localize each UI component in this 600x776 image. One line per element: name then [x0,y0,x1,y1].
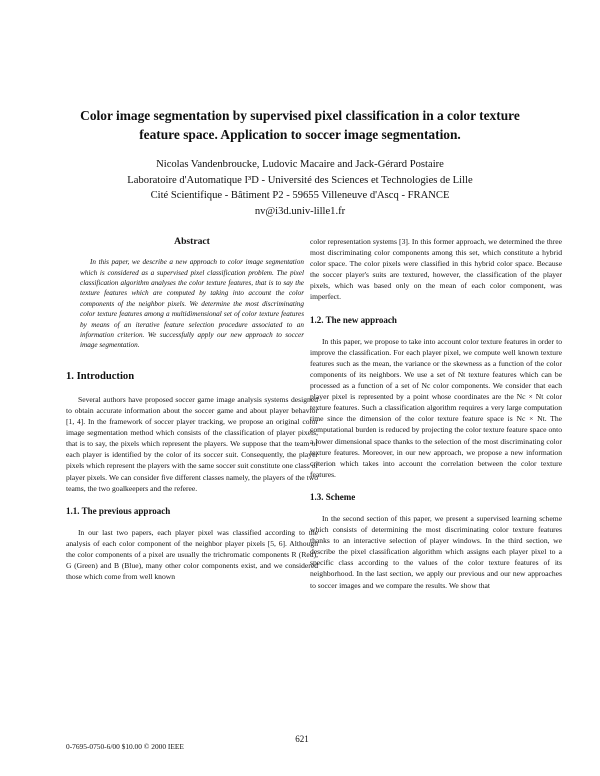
subsection-heading-previous-approach: 1.1. The previous approach [66,505,171,516]
author-block [100,157,500,219]
continued-paragraph: color representation systems [3]. In this former approach, we determined the three most discriminating color components among this set, which constitute a hybrid color space. The color pixels were classified in this hybrid color space. Because the soccer player's suits are textured, however, the classification of the player pixels, which was based only on the mean of each color component, was imperfect. [310,237,562,302]
author-names: Nicolas Vandenbroucke, Ludovic Macaire and Jack-Gérard Postaire [156,159,444,170]
intro-paragraph: Several authors have proposed soccer game image analysis systems designed to obtain accurate information about the soccer game and about player behavior [1, 4]. In the framework of soccer player tracking, we propose an original color image segmentation method which consists of the classification of player pixels, that is to say, the pixels which represent the players. We suppose that the team of each player is identified by the color of its soccer suit. Consequently, the player pixels which represent the players with the same soccer suit constitute one class of player pixels. We can consider five different classes namely, the players of the two teams, the two goalkeepers and the referee. [66,394,318,493]
page-number: 621 [295,734,309,744]
section-heading-introduction: 1. Introduction [66,370,135,382]
right-column [310,236,562,591]
paper-title: Color image segmentation by supervised pixel classification in a color texture feature space. Application to soccer image segmentation. [80,108,520,142]
subsection-heading-new-approach: 1.2. The new approach [310,314,397,325]
copyright-line: 0-7695-0750-6/00 $10.00 © 2000 IEEE [66,742,184,751]
previous-approach-paragraph: In our last two papers, each player pixel was classified according to the analysis of each color component of the neighbor player pixels [5, 6]. Although the color components of a pixel are usually the trichromatic components R (Red), G (Green) and B (Blue), many other color components exist, and we considered those which come from well known [66,527,318,582]
affiliation: Laboratoire d'Automatique I³D - Université des Sciences et Technologies de Lille [127,174,473,186]
scheme-paragraph: In the second section of this paper, we present a supervised learning scheme which consists of determining the most discriminating color texture features thanks to an interactive selection of player windows. In the third section, we describe the pixel classification algorithm which assigns each player pixel to a specific class according to the values of the color texture features of its neighborhood. In the last section, we apply our previous and our new approaches to soccer images and we compare the results. We show that [310,513,562,590]
left-column [66,236,318,582]
abstract-heading: Abstract [174,236,210,247]
subsection-heading-scheme: 1.3. Scheme [310,491,356,502]
address: Cité Scientifique - Bâtiment P2 - 59655 Villeneuve d'Ascq - FRANCE [150,190,450,201]
new-approach-paragraph: In this paper, we propose to take into account color texture features in order to improve the classification. For each player pixel, we compute well known texture features such as the mean, the variance or the skewness as a function of the color components of its neighbors. We use a set of Nt texture features which can be processed as a function of a set of Nc color components. We consider that each player pixel is represented by a point whose coordinates are the Nc × Nt color texture features. Such a classification algorithm requires a very large computation time since the dimension of the color texture feature space is Nc × Nt. The computational burden is reduced by projecting the color texture feature space onto a lower dimensional space thanks to the selection of the most discriminating color texture features. Moreover, in our new approach, we propose a new information criterion which takes into account the correlation between the color texture features. [310,336,562,479]
abstract-text: In this paper, we describe a new approach to color image segmentation which is considered as a supervised pixel classification problem. The pixel classification algorithm analyses the color texture features, that is to say the texture features which are computed by taking into account the color components of the neighbor pixels. We determine the most discriminating color texture features among a multidimensional set of color texture features by means of an iterative feature selection procedure associated to an information criterion. We successfully apply our new approach to soccer image segmentation. [80,258,304,350]
email: nv@i3d.univ-lille1.fr [254,205,346,217]
